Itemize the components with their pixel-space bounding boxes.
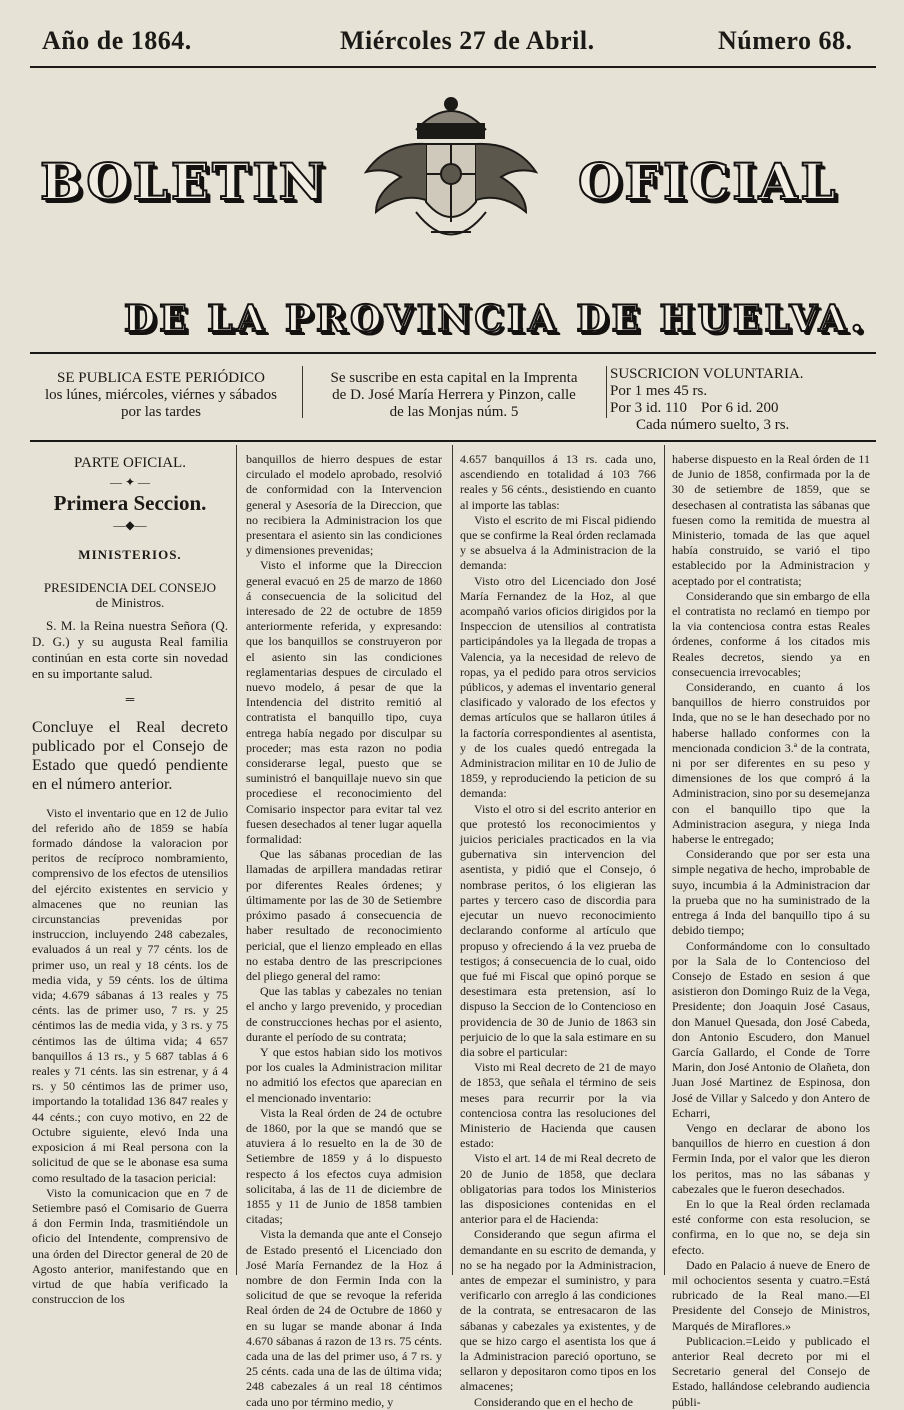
publication-days-line-1: SE PUBLICA ESTE PERIÓDICO bbox=[57, 370, 265, 386]
subscription-title: SUSCRICION VOLUNTARIA. bbox=[610, 366, 804, 382]
paragraph: Visto el otro si del escrito anterior en que protestó los reconocimientos y juicios periciales practicados en la via gubernativa sin intervencion del asentista, y pidió que el Consejo, ó nombrase peritos, ó los eligieran las partes y tercero caso de discordia para ejecutar un nuevo reconocimiento declarando conforme al artículo que propuso y ofreciendo á la vez prueba de testigos; á consecuencia de lo cual, oido que fué mi Fiscal que opinó porque se desestimara esta pretension, así lo dispuso la Seccion de lo Contencioso en providencia de 30 de Junio de 1863 sin perjuicio de lo que la sala estimare en su dia sobre el particular: bbox=[460, 801, 656, 1059]
paragraph: Vista la Real órden de 24 de octubre de 1860, por la que se mandó que se atuviera á lo resuelto en la de 30 de Setiembre de 1859 y á lo dispuesto respecto á los efectos cuya admision solicitaba, á las de 11 de diciembre de 1855 y 11 de Junio de 1858 tambien citadas; bbox=[246, 1105, 442, 1227]
publication-days bbox=[30, 370, 292, 421]
column-3 bbox=[460, 452, 656, 1409]
paragraph: Publicacion.=Leido y publicado el anterior Real decreto por mi el Secretario general del Consejo de Estado, hallándose celebrando audiencia públi- bbox=[672, 1333, 870, 1409]
paragraph: Que las sábanas procedian de las llamadas de arpillera mandadas retirar por diferentes Reales órdenes; y últimamente por las de 30 de Setiembre próximo pasado á consecuencia de haber resultado de reconocimiento pericial, que el lienzo empleado en ellas no estaba dentro de las prescripciones del pliego general del ramo: bbox=[246, 847, 442, 983]
info-bottom-rule bbox=[30, 440, 876, 442]
paragraph: Visto el escrito de mi Fiscal pidiendo que se confirme la Real órden reclamada y se absuelva á la Administracion de la demanda: bbox=[460, 512, 656, 573]
price-1-month: Por 1 mes 45 rs. bbox=[610, 383, 708, 399]
column-divider-3 bbox=[664, 445, 665, 1275]
paragraph: Vengo en declarar de abono los banquillos de hierro en cuestion á don Fermin Inda, por el valor que les dieron los peritos, mas no las sábanas y cabezales que le fueron desechados. bbox=[672, 1120, 870, 1196]
paragraph: En lo que la Real órden reclamada esté conforme con esta resolucion, se confirma, en lo que no, se deja sin efecto. bbox=[672, 1196, 870, 1257]
paragraph: haberse dispuesto en la Real órden de 11 de Junio de 1858, confirmada por la de 30 de setiembre de 1859, que se desechasen al contratista las sábanas que fuesen como la remitida de muestra al Ministerio, tomada de las que aquel había construido, se varió el tipo establecido por la Administracion y aceptado por el contratista; bbox=[672, 452, 870, 588]
paragraph: Visto el informe que la Direccion general evacuó en 25 de marzo de 1860 á consecuencia de la solicitud del interesado de 22 de octubre de 1859 anteriormente referida, y expresando: que los banquillos se construyeron por el asiento sin las condiciones reglamentarias despues de circulado el nuevo modelo, á pesar de que la Intendencia del distrito remitió al contratista el banquillo tipo, cuya entrega había negado por disculpar su proceder; mas esta razon no podia considerarse legal, puesto que se suministró el banquillaje nuevo sin que procediese el reconocimiento del Comisario inspector para evitar tal vez fuesen desechados al tener lugar aquella formalidad: bbox=[246, 558, 442, 847]
paragraph: Considerando que sin embargo de ella el contratista no reclamó en tiempo por la via contenciosa contra estas Reales órdenes, conforme á los citados mis Reales decretos, siendo ya en consecuencia irrevocables; bbox=[672, 588, 870, 679]
publication-days-line-2: los lúnes, miércoles, viérnes y sábados bbox=[44, 387, 278, 403]
paragraph: Dado en Palacio á nueve de Enero de mil ochocientos sesenta y cuatro.=Está rubricado de la Real mano.—El Presidente del Consejo de Ministros, Marqués de Miraflores.» bbox=[672, 1257, 870, 1333]
paragraph: Considerando que segun afirma el demandante en su escrito de demanda, y no se ha negado por la Administracion, antes de empezar el suministro, y para verificarlo con arreglo á las condiciones de la contrata, se entresacaron de las sábanas y cabezales ya existentes, y de que se hizo cargo el asentista los que á la Administracion pareció oportuno, se sellaron y depositaron como tipos en los almacenes; bbox=[460, 1227, 656, 1394]
publication-days-line-3: por las tardes bbox=[121, 404, 201, 420]
info-divider-2 bbox=[606, 366, 607, 418]
column-4 bbox=[672, 452, 870, 1409]
paragraph: Visto el art. 14 de mi Real decreto de 20 de Junio de 1858, que declara obligatorias para todos los Ministerios las disposiciones contenidas en el anterior para el de Hacienda: bbox=[460, 1151, 656, 1227]
masthead-right: OFICIAL bbox=[578, 152, 839, 211]
coat-of-arms-emblem bbox=[356, 82, 546, 262]
paragraph: Conformándome con lo consultado por la Sala de lo Contencioso del Consejo de Estado en sesion á que asistieron don Domingo Ruiz de la Vega, Presidente; don Joaquin José Casaus, don Manuel Quesada, don José Cabeda, don Antonio Escudero, don Manuel García Gallardo, el Conde de Torre Marin, don José Antonio de Olañeta, don Juan José Martinez de Espinosa, don José de Villar y Salcedo y don Antero de Echarri, bbox=[672, 938, 870, 1120]
header-rule bbox=[30, 66, 876, 68]
paragraph: Visto mi Real decreto de 21 de mayo de 1853, que señala el término de seis meses para recurrir por la via contenciosa contra las resoluciones del Ministerio de Hacienda que causen estado: bbox=[460, 1060, 656, 1151]
paragraph: Visto el inventario que en 12 de Julio del referido año de 1859 se había formado dándose la valoracion por peritos de recíproco nombramiento, comprensivo de los efectos de utensilios del ejército existentes en servicio y almacenes que no reunian las circunstancias prevenidas por instruccion, incluyendo 248 cabezales, evaluados á un real y 77 cénts. los de primer uso, un real y 18 cénts. los de media vida, y 59 cénts. los de última vida; 4.679 sábanas á 13 reales y 75 cénts. las de primer uso, 7 rs. y 25 céntimos las de media vida, y 3 rs. y 75 céntimos las de última vida; 4 657 banquillos á 13 rs., y 5 687 tablas á 6 reales y 71 cénts. las sin estrenar, y á 4 rs. y 50 céntimos las de primer uso, importando la totalidad 136 847 reales y 44 cénts.; con cuyo motivo, en 22 de Octubre siguiente, elevó Inda una exposicion á mi Real persona con la solicitud de que se le abonase esa suma como resultado de la tasacion pericial: bbox=[32, 805, 228, 1185]
single-copy-price: Cada número suelto, 3 rs. bbox=[636, 417, 790, 433]
column-2 bbox=[246, 452, 442, 1409]
paragraph: Que las tablas y cabezales no tenian el ancho y largo prevenido, y procedian de construcciones hechas por el asiento, durante el período de su contrata; bbox=[246, 984, 442, 1044]
paragraph: Visto otro del Licenciado don José María Fernandez de la Hoz, al que acompañó varios oficios dirigidos por la Inspeccion de utensilios al contratista participándoles ya la llegada de tropas a Valencia, ya la necesidad de relevo de ropas, ya el pedido para otros servicios públicos, y ademas el inventario general clasificado y valorado de los efectos y demas artículos que se hallaron útiles á la factoría correspondientes al asentista, y de los cuales quedó entregada la Administracion militar en 10 de Julio de 1859, y reproduciendo la peticion de su demanda: bbox=[460, 573, 656, 801]
paragraph: banquillos de hierro despues de estar circulado el modelo aprobado, resolvió de conformidad con la Intervencion general y Asesoría de la Direccion, que no recibiera la Administracion los que presentara el asiento sin las condiciones y dimensiones prevenidas; bbox=[246, 452, 442, 558]
paragraph: 4.657 banquillos á 13 rs. cada uno, ascendiendo en totalidad á 103 766 reales y 56 cénts., desistiendo en cuanto al importe las tablas: bbox=[460, 452, 656, 512]
paragraph: Considerando, en cuanto á los banquillos de hierro construidos por Inda, que no se le han desechado por no haberse hallado conformes con la mencionada condicion 3.ª de la contrata, ni por ser diferentes en su peso y dimensiones de los que compró á la Administracion, sino por su desemejanza con el banquillo tipo que la Administracion asegura, y niega Inda haberse le entregado; bbox=[672, 680, 870, 847]
section-parte-oficial: PARTE OFICIAL. bbox=[74, 455, 186, 471]
info-divider bbox=[302, 366, 303, 418]
paragraph: Considerando que por ser esta una simple negativa de hecho, improbable de suyo, incumbia á la Administracion dar la prueba que no ha suministrado de la entrega á Inda del banquillo tipo á su debido tiempo; bbox=[672, 847, 870, 938]
price-6-months: Por 6 id. 200 bbox=[700, 400, 779, 416]
paragraph: Considerando que en el hecho de bbox=[474, 1394, 633, 1409]
paragraph: Visto la comunicacion que en 7 de Setiembre pasó el Comisario de Guerra á don Fermin Inda, trasmitiéndole un oficio del Intendente, comprensivo de una órden del Director general de 20 de Agosto anterior, manifestando que en virtud de que había verificado la construccion de los bbox=[32, 1185, 228, 1307]
ornament-divider-2: —◆— bbox=[113, 517, 147, 532]
section-primera-seccion: Primera Seccion. bbox=[53, 491, 207, 516]
subscription-info bbox=[610, 366, 850, 434]
column-divider-2 bbox=[452, 445, 453, 1275]
printer-info bbox=[304, 370, 604, 421]
decreto-heading: Concluye el Real decreto publicado por el Consejo de Estado que quedó pendiente en el número anterior. bbox=[32, 718, 228, 793]
masthead-left: BOLETIN bbox=[40, 152, 328, 211]
ornament-divider: — ✦ — bbox=[109, 475, 151, 490]
column-1 bbox=[32, 452, 228, 1307]
health-notice: S. M. la Reina nuestra Señora (Q. D. G.) y su augusta Real familia continúan en esta corte sin novedad en su importante salud. bbox=[32, 618, 228, 682]
issue-number: Número 68. bbox=[718, 26, 853, 55]
paragraph: Y que estos habian sido los motivos por los cuales la Administracion militar no admitió los efectos que aparecian en el mencionado inventario: bbox=[246, 1044, 442, 1105]
column-divider-1 bbox=[236, 445, 237, 1275]
price-3-months: Por 3 id. 110 bbox=[610, 400, 687, 416]
separator: ═ bbox=[125, 692, 135, 707]
printer-info-line-1: Se suscribe en esta capital en la Imprenta bbox=[330, 370, 578, 386]
masthead-subtitle: DE LA PROVINCIA DE HUELVA. bbox=[124, 298, 867, 340]
heading-presidencia: PRESIDENCIA DEL CONSEJO bbox=[43, 580, 217, 596]
heading-de-ministros: de Ministros. bbox=[95, 595, 165, 611]
info-top-rule bbox=[30, 352, 876, 354]
heading-ministerios: MINISTERIOS. bbox=[78, 546, 182, 562]
printer-info-line-2: de D. José María Herrera y Pinzon, calle bbox=[332, 387, 576, 403]
printer-info-line-3: de las Monjas núm. 5 bbox=[389, 404, 519, 420]
year-label: Año de 1864. bbox=[42, 26, 192, 55]
date-label: Miércoles 27 de Abril. bbox=[340, 26, 595, 55]
paragraph: Vista la demanda que ante el Consejo de Estado presentó el Licenciado don José María Fernandez de la Hoz á nombre de don Fermin Inda con la solicitud de que se revoque la referida Real órden de 24 de Octubre de 1860 y en su lugar se mande abonar á Inda 4.670 sábanas á razon de 13 rs. 75 cénts. cada una de las del primer uso, á 7 rs. y 25 cénts. cada una de las de última vida; 248 cabezales á un real 18 céntimos cada uno por término medio, y bbox=[246, 1227, 442, 1409]
